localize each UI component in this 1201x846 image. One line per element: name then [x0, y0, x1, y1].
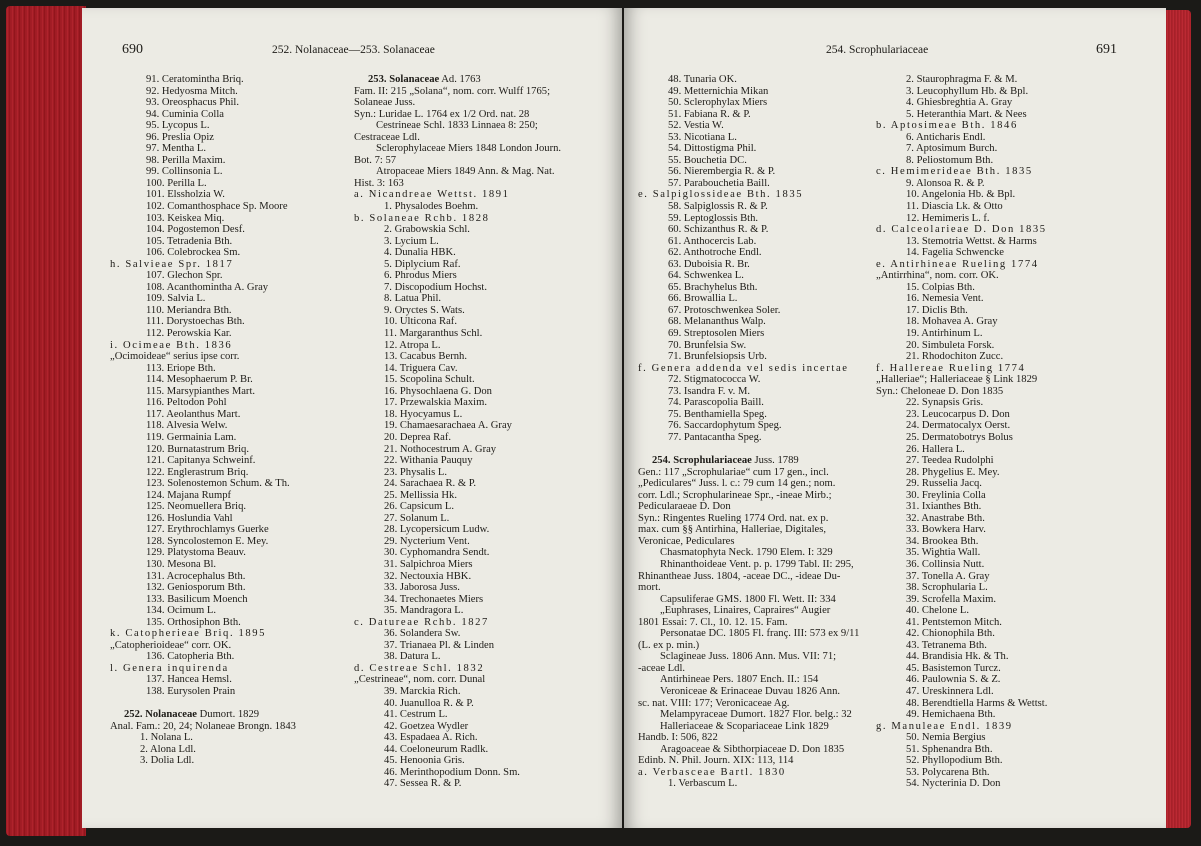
- genus-entry: 59. Leptoglossis Bth.: [668, 212, 759, 224]
- genus-entry: 20. Simbuleta Forsk.: [906, 339, 995, 351]
- genus-entry: 11. Margaranthus Schl.: [384, 328, 483, 340]
- genus-entry: 56. Nierembergia R. & P.: [668, 166, 776, 178]
- synonym-line: Sclerophylaceae Miers 1848 London Journ.: [376, 143, 562, 155]
- genus-entry: 30. Cyphomandra Sendt.: [384, 547, 490, 559]
- genus-entry: 6. Anticharis Endl.: [906, 131, 986, 143]
- genus-entry: 13. Stemotria Wettst. & Harms: [906, 235, 1037, 247]
- text-line: Solaneae Juss.: [354, 97, 416, 109]
- genus-entry: 123. Solenostemon Schum. & Th.: [146, 478, 290, 490]
- text-line: „Pediculares“ Juss. l. c.: 79 cum 14 gen.; nom.: [638, 478, 836, 490]
- genus-entry: 21. Rhodochiton Zucc.: [906, 351, 1004, 363]
- family-name: 253. Solanaceae: [368, 74, 440, 85]
- genus-entry: 15. Scopolina Schult.: [384, 374, 475, 386]
- genus-entry: 22. Withania Pauquy: [384, 455, 473, 467]
- genus-entry: 27. Solanum L.: [384, 512, 450, 524]
- genus-entry: 131. Acrocephalus Bth.: [146, 570, 246, 582]
- genus-entry: 107. Glechon Spr.: [146, 270, 223, 282]
- genus-entry: 31. Salpichroa Miers: [384, 558, 473, 570]
- genus-entry: 44. Coeloneurum Radlk.: [384, 743, 489, 755]
- genus-entry: 130. Mesona Bl.: [146, 558, 217, 570]
- genus-entry: 104. Pogostemon Desf.: [146, 224, 245, 236]
- genus-entry: 75. Benthamiella Speg.: [668, 408, 767, 420]
- genus-entry: 134. Ocimum L.: [146, 605, 217, 617]
- synonym-line: Atropaceae Miers 1849 Ann. & Mag. Nat.: [376, 166, 555, 178]
- genus-entry: 126. Hoslundia Vahl: [146, 512, 233, 524]
- genus-entry: 33. Bowkera Harv.: [906, 524, 986, 536]
- genus-entry: 49. Hemichaena Bth.: [906, 709, 996, 721]
- family-heading: 253. Solanaceae Ad. 1763: [368, 74, 481, 85]
- genus-entry: 105. Tetradenia Bth.: [146, 235, 233, 247]
- text-column-2: [354, 74, 614, 790]
- text-line: Cestraceae Ldl.: [354, 131, 420, 143]
- genus-entry: 50. Nemia Bergius: [906, 732, 986, 744]
- genus-entry: 23. Physalis L.: [384, 466, 447, 478]
- book-edge-right: [1163, 10, 1191, 828]
- genus-entry: 111. Dorystoechas Bth.: [146, 316, 245, 328]
- tribe-heading: b. Aptosimeae Bth. 1846: [876, 120, 1018, 132]
- genus-entry: 4. Ghiesbreghtia A. Gray: [906, 97, 1013, 109]
- text-line: Veronicae, Pediculares: [638, 535, 735, 547]
- genus-entry: 16. Physochlaena G. Don: [384, 385, 492, 397]
- genus-entry: 96. Preslia Opiz: [146, 131, 214, 143]
- family-heading: 254. Scrophulariaceae Juss. 1789: [652, 455, 799, 467]
- genus-entry: 3. Dolia Ldl.: [140, 755, 195, 767]
- genus-entry: 46. Paulownia S. & Z.: [906, 674, 1001, 686]
- right-page: [624, 8, 1166, 828]
- genus-entry: 74. Parascopolia Baill.: [668, 397, 764, 409]
- genus-entry: 6. Phrodus Miers: [384, 270, 457, 282]
- genus-entry: 47. Sessea R. & P.: [384, 778, 462, 790]
- genus-entry: 32. Nectouxia HBK.: [384, 570, 472, 582]
- genus-entry: 135. Orthosiphon Bth.: [146, 616, 241, 628]
- genus-entry: 25. Mellissia Hk.: [384, 489, 457, 501]
- text-line: „Ocimoideae“ serius ipse corr.: [110, 351, 240, 363]
- genus-entry: 57. Parabouchetia Baill.: [668, 177, 770, 189]
- genus-entry: 37. Trianaea Pl. & Linden: [384, 639, 495, 651]
- text-line: Handb. I: 506, 822: [638, 732, 718, 744]
- text-line: Hist. 3: 163: [354, 177, 404, 189]
- tribe-heading: d. Cestreae Schl. 1832: [354, 662, 485, 674]
- genus-entry: 4. Dunalia HBK.: [384, 247, 456, 259]
- synonym-line: Halleriaceae & Scopariaceae Link 1829: [660, 720, 829, 732]
- genus-entry: 24. Sarachaea R. & P.: [384, 478, 477, 490]
- genus-entry: 49. Metternichia Mikan: [668, 85, 769, 97]
- genus-entry: 116. Peltodon Pohl: [146, 397, 227, 409]
- genus-entry: 63. Duboisia R. Br.: [668, 258, 750, 270]
- text-line: corr. Ldl.; Scrophularineae Spr., -ineae Mirb.;: [638, 489, 832, 501]
- genus-entry: 60. Schizanthus R. & P.: [668, 224, 769, 236]
- text-line: Syn.: Cheloneae D. Don 1835: [876, 385, 1004, 397]
- tribe-heading: e. Salpiglossideae Bth. 1835: [638, 189, 804, 201]
- synonym-line: Aragoaceae & Sibthorpiaceae D. Don 1835: [660, 743, 845, 755]
- genus-entry: 25. Dermatobotrys Bolus: [906, 431, 1013, 443]
- text-line: (L. ex p. min.): [638, 639, 700, 651]
- genus-entry: 129. Platystoma Beauv.: [146, 547, 246, 559]
- genus-entry: 53. Nicotiana L.: [668, 131, 737, 143]
- genus-entry: 28. Phygelius E. Mey.: [906, 466, 1000, 478]
- genus-entry: 70. Brunfelsia Sw.: [668, 339, 747, 351]
- page-number: 690: [122, 42, 143, 57]
- genus-entry: 55. Bouchetia DC.: [668, 154, 747, 166]
- tribe-heading: h. Salvieae Spr. 1817: [110, 258, 234, 270]
- genus-entry: 22. Synapsis Gris.: [906, 397, 984, 409]
- tribe-heading: a. Nicandreae Wettst. 1891: [354, 189, 510, 201]
- tribe-heading: e. Antirhineae Rueling 1774: [876, 258, 1039, 270]
- genus-entry: 3. Leucophyllum Hb. & Bpl.: [906, 85, 1029, 97]
- genus-entry: 45. Basistemon Turcz.: [906, 662, 1001, 674]
- genus-entry: 51. Fabiana R. & P.: [668, 108, 751, 120]
- genus-entry: 16. Nemesia Vent.: [906, 293, 984, 305]
- genus-entry: 58. Salpiglossis R. & P.: [668, 201, 768, 213]
- genus-entry: 30. Freylinia Colla: [906, 489, 986, 501]
- genus-entry: 5. Heteranthia Mart. & Nees: [906, 108, 1027, 120]
- genus-entry: 36. Collinsia Nutt.: [906, 558, 985, 570]
- text-column-2: [876, 74, 1136, 790]
- text-line: Fam. II: 215 „Solana“, nom. corr. Wulff 1765;: [354, 85, 551, 97]
- genus-entry: 37. Tonella A. Gray: [906, 570, 990, 582]
- genus-entry: 50. Sclerophylax Miers: [668, 97, 768, 109]
- genus-entry: 54. Dittostigma Phil.: [668, 143, 757, 155]
- genus-entry: 97. Mentha L.: [146, 143, 207, 155]
- genus-entry: 39. Scrofella Maxim.: [906, 593, 997, 605]
- genus-entry: 124. Majana Rumpf: [146, 489, 232, 501]
- genus-entry: 62. Anthotroche Endl.: [668, 247, 762, 259]
- synonym-line: Personatae DC. 1805 Fl. franç. III: 573 ex 9/11: [660, 628, 860, 640]
- text-column-1: [110, 74, 370, 767]
- genus-entry: 118. Alvesia Welw.: [146, 420, 228, 432]
- genus-entry: 31. Ixianthes Bth.: [906, 501, 982, 513]
- genus-entry: 112. Perowskia Kar.: [146, 328, 232, 340]
- genus-entry: 46. Merinthopodium Donn. Sm.: [384, 766, 520, 778]
- genus-entry: 93. Oreosphacus Phil.: [146, 97, 239, 109]
- genus-entry: 100. Perilla L.: [146, 177, 207, 189]
- genus-entry: 65. Brachyhelus Bth.: [668, 281, 758, 293]
- genus-entry: 40. Chelone L.: [906, 605, 969, 617]
- text-line: Syn.: Ringentes Rueling 1774 Ord. nat. ex p.: [638, 512, 829, 524]
- genus-entry: 42. Goetzea Wydler: [384, 720, 469, 732]
- genus-entry: 36. Solandera Sw.: [384, 628, 461, 640]
- tribe-heading: d. Calceolarieae D. Don 1835: [876, 224, 1047, 236]
- genus-entry: 18. Hyocyamus L.: [384, 408, 463, 420]
- genus-entry: 10. Angelonia Hb. & Bpl.: [906, 189, 1016, 201]
- genus-entry: 48. Berendtiella Harms & Wettst.: [906, 697, 1048, 709]
- genus-entry: 76. Saccardophytum Speg.: [668, 420, 782, 432]
- genus-entry: 115. Marsypianthes Mart.: [146, 385, 256, 397]
- tribe-heading: a. Verbasceae Bartl. 1830: [638, 766, 786, 778]
- genus-entry: 15. Colpias Bth.: [906, 281, 975, 293]
- genus-entry: 91. Ceratomintha Briq.: [146, 74, 244, 85]
- genus-entry: 19. Chamaesarachaea A. Gray: [384, 420, 512, 432]
- genus-entry: 132. Geniosporum Bth.: [146, 582, 246, 594]
- genus-entry: 14. Triguera Cav.: [384, 362, 458, 374]
- book-edge-left: [6, 6, 86, 836]
- genus-entry: 34. Brookea Bth.: [906, 535, 979, 547]
- tribe-heading: c. Hemimerideae Bth. 1835: [876, 166, 1033, 178]
- genus-entry: 42. Chionophila Bth.: [906, 628, 995, 640]
- tribe-heading: f. Genera addenda vel sedis incertae: [638, 362, 849, 374]
- text-line: sc. nat. VIII: 177; Veronicaceae Ag.: [638, 697, 790, 709]
- genus-entry: 19. Antirhinum L.: [906, 328, 983, 340]
- synonym-line: Capsuliferae GMS. 1800 Fl. Wett. II: 334: [660, 593, 836, 605]
- genus-entry: 29. Russelia Jacq.: [906, 478, 982, 490]
- text-line: „Catopherioideae“ corr. OK.: [110, 639, 232, 651]
- synonym-line: Veroniceae & Erinaceae Duvau 1826 Ann.: [660, 685, 841, 697]
- genus-entry: 45. Henoonia Gris.: [384, 755, 465, 767]
- genus-entry: 71. Brunfelsiopsis Urb.: [668, 351, 767, 363]
- genus-entry: 35. Wightia Wall.: [906, 547, 981, 559]
- genus-entry: 103. Keiskea Miq.: [146, 212, 225, 224]
- genus-entry: 101. Elssholzia W.: [146, 189, 225, 201]
- text-line: „Antirrhina“, nom. corr. OK.: [876, 270, 999, 282]
- genus-entry: 127. Erythrochlamys Guerke: [146, 524, 269, 536]
- genus-entry: 29. Nycterium Vent.: [384, 535, 470, 547]
- text-line: Bot. 7: 57: [354, 154, 397, 166]
- genus-entry: 32. Anastrabe Bth.: [906, 512, 985, 524]
- genus-entry: 102. Comanthosphace Sp. Moore: [146, 201, 288, 213]
- genus-entry: 133. Basilicum Moench: [146, 593, 248, 605]
- genus-entry: 2. Alona Ldl.: [140, 743, 196, 755]
- tribe-heading: k. Catopherieae Briq. 1895: [110, 628, 267, 640]
- genus-entry: 53. Polycarena Bth.: [906, 766, 990, 778]
- genus-entry: 68. Melananthus Walp.: [668, 316, 766, 328]
- genus-entry: 99. Collinsonia L.: [146, 166, 223, 178]
- genus-entry: 13. Cacabus Bernh.: [384, 351, 467, 363]
- genus-entry: 12. Atropa L.: [384, 339, 441, 351]
- tribe-heading: i. Ocimeae Bth. 1836: [110, 339, 233, 351]
- genus-entry: 41. Pentstemon Mitch.: [906, 616, 1002, 628]
- synonym-line: Sclagineae Juss. 1806 Ann. Mus. VII: 71;: [660, 651, 837, 663]
- genus-entry: 61. Anthocercis Lab.: [668, 235, 757, 247]
- genus-entry: 26. Hallera L.: [906, 443, 965, 455]
- genus-entry: 92. Hedyosma Mitch.: [146, 85, 238, 97]
- tribe-heading: b. Solaneae Rchb. 1828: [354, 212, 490, 224]
- genus-entry: 120. Burnatastrum Briq.: [146, 443, 249, 455]
- text-line: „Cestrineae“, nom. corr. Dunal: [354, 674, 486, 686]
- genus-entry: 1. Nolana L.: [140, 732, 193, 744]
- genus-entry: 52. Vestia W.: [668, 120, 724, 132]
- genus-entry: 1. Verbascum L.: [668, 778, 738, 790]
- genus-entry: 64. Schwenkea L.: [668, 270, 744, 282]
- genus-entry: 24. Dermatocalyx Oerst.: [906, 420, 1011, 432]
- tribe-heading: c. Datureae Rchb. 1827: [354, 616, 489, 628]
- genus-entry: 72. Stigmatococca W.: [668, 374, 761, 386]
- genus-entry: 35. Mandragora L.: [384, 605, 464, 617]
- genus-entry: 12. Hemimeris L. f.: [906, 212, 990, 224]
- genus-entry: 52. Phyllopodium Bth.: [906, 755, 1003, 767]
- genus-entry: 38. Scrophularia L.: [906, 582, 988, 594]
- running-head: 254. Scrophulariaceae: [826, 44, 929, 56]
- family-heading: 252. Nolanaceae Dumort. 1829: [124, 709, 260, 721]
- genus-entry: 119. Germainia Lam.: [146, 431, 237, 443]
- synonym-line: Antirhineae Pers. 1807 Ench. II.: 154: [660, 674, 819, 686]
- genus-entry: 136. Catopheria Bth.: [146, 651, 235, 663]
- page-number: 691: [1096, 42, 1117, 57]
- tribe-heading: g. Manuleae Endl. 1839: [876, 720, 1013, 732]
- genus-entry: 3. Lycium L.: [384, 235, 439, 247]
- genus-entry: 108. Acanthomintha A. Gray: [146, 281, 269, 293]
- running-head: 252. Nolanaceae—253. Solanaceae: [272, 44, 435, 56]
- tribe-heading: f. Hallereae Rueling 1774: [876, 362, 1026, 374]
- genus-entry: 34. Trechonaetes Miers: [384, 593, 484, 605]
- genus-entry: 110. Meriandra Bth.: [146, 304, 232, 316]
- genus-entry: 1. Physalodes Boehm.: [384, 201, 479, 213]
- genus-entry: 54. Nycterinia D. Don: [906, 778, 1001, 790]
- genus-entry: 121. Capitanya Schweinf.: [146, 455, 256, 467]
- genus-entry: 47. Ureskinnera Ldl.: [906, 685, 994, 697]
- text-line: Gen.: 117 „Scrophulariae“ cum 17 gen., incl.: [638, 466, 829, 478]
- genus-entry: 138. Eurysolen Prain: [146, 685, 236, 697]
- spacer: [638, 444, 898, 456]
- text-line: max. cum §§ Antirhina, Halleriae, Digitales,: [638, 524, 826, 536]
- family-name: 252. Nolanaceae: [124, 709, 197, 721]
- genus-entry: 117. Aeolanthus Mart.: [146, 408, 241, 420]
- genus-entry: 9. Oryctes S. Wats.: [384, 304, 465, 316]
- genus-entry: 5. Diplycium Raf.: [384, 258, 461, 270]
- synonym-line: Chasmatophyta Neck. 1790 Elem. I: 329: [660, 547, 833, 559]
- genus-entry: 21. Nothocestrum A. Gray: [384, 443, 497, 455]
- genus-entry: 9. Alonsoa R. & P.: [906, 177, 985, 189]
- synonym-line: Rhinanthoideae Vent. p. p. 1799 Tabl. II: 295,: [660, 558, 854, 570]
- tribe-heading: l. Genera inquirenda: [110, 662, 229, 674]
- text-column-1: [638, 74, 898, 790]
- genus-entry: 33. Jaborosa Juss.: [384, 582, 460, 594]
- genus-entry: 28. Lycopersicum Ludw.: [384, 524, 490, 536]
- genus-entry: 77. Pantacantha Speg.: [668, 431, 762, 443]
- text-line: Anal. Fam.: 20, 24; Nolaneae Brongn. 1843: [110, 720, 296, 732]
- spacer: [110, 698, 370, 710]
- synonym-line: Melampyraceae Dumort. 1827 Flor. belg.: 32: [660, 709, 852, 721]
- text-line: mort.: [638, 582, 661, 594]
- genus-entry: 51. Sphenandra Bth.: [906, 743, 993, 755]
- text-line: -aceae Ldl.: [638, 662, 686, 674]
- genus-entry: 38. Datura L.: [384, 651, 441, 663]
- genus-entry: 11. Diascia Lk. & Otto: [906, 201, 1003, 213]
- text-line: Edinb. N. Phil. Journ. XIX: 113, 114: [638, 755, 794, 767]
- genus-entry: 114. Mesophaerum P. Br.: [146, 374, 253, 386]
- genus-entry: 17. Diclis Bth.: [906, 304, 968, 316]
- genus-entry: 18. Mohavea A. Gray: [906, 316, 998, 328]
- genus-entry: 14. Fagelia Schwencke: [906, 247, 1004, 259]
- synonym-line: Cestrineae Schl. 1833 Linnaea 8: 250;: [376, 120, 538, 132]
- genus-entry: 41. Cestrum L.: [384, 709, 448, 721]
- genus-entry: 128. Syncolostemon E. Mey.: [146, 535, 269, 547]
- genus-entry: 26. Capsicum L.: [384, 501, 455, 513]
- text-line: Pedicularaeae D. Don: [638, 501, 731, 513]
- genus-entry: 73. Isandra F. v. M.: [668, 385, 751, 397]
- genus-entry: 39. Marckia Rich.: [384, 685, 461, 697]
- text-line: Rhinantheae Juss. 1804, -aceae DC., -ideae Du-: [638, 570, 841, 582]
- genus-entry: 113. Eriope Bth.: [146, 362, 216, 374]
- genus-entry: 122. Englerastrum Briq.: [146, 466, 249, 478]
- genus-entry: 44. Brandisia Hk. & Th.: [906, 651, 1009, 663]
- genus-entry: 94. Cuminia Colla: [146, 108, 224, 120]
- text-line: Syn.: Luridae L. 1764 ex 1/2 Ord. nat. 28: [354, 108, 530, 120]
- genus-entry: 20. Deprea Raf.: [384, 431, 452, 443]
- genus-entry: 109. Salvia L.: [146, 293, 206, 305]
- genus-entry: 8. Latua Phil.: [384, 293, 442, 305]
- genus-entry: 7. Discopodium Hochst.: [384, 281, 487, 293]
- genus-entry: 7. Aptosimum Burch.: [906, 143, 998, 155]
- genus-entry: 48. Tunaria OK.: [668, 74, 737, 85]
- text-line: „Halleriae“; Halleriaceae § Link 1829: [876, 374, 1038, 386]
- genus-entry: 17. Przewalskia Maxim.: [384, 397, 487, 409]
- genus-entry: 10. Ulticona Raf.: [384, 316, 457, 328]
- genus-entry: 137. Hancea Hemsl.: [146, 674, 232, 686]
- family-name: 254. Scrophulariaceae: [652, 455, 752, 467]
- genus-entry: 27. Teedea Rudolphi: [906, 455, 994, 467]
- genus-entry: 40. Juanulloa R. & P.: [384, 697, 474, 709]
- genus-entry: 8. Peliostomum Bth.: [906, 154, 994, 166]
- genus-entry: 66. Browallia L.: [668, 293, 738, 305]
- genus-entry: 69. Streptosolen Miers: [668, 328, 765, 340]
- genus-entry: 2. Staurophragma F. & M.: [906, 74, 1018, 85]
- genus-entry: 67. Protoschwenkea Soler.: [668, 304, 781, 316]
- genus-entry: 95. Lycopus L.: [146, 120, 210, 132]
- synonym-line: „Euphrases, Linaires, Capraires“ Augier: [660, 605, 831, 617]
- left-page: [82, 8, 622, 828]
- genus-entry: 98. Perilla Maxim.: [146, 154, 226, 166]
- text-line: 1801 Essai: 7. Cl., 10. 12. 15. Fam.: [638, 616, 788, 628]
- genus-entry: 2. Grabowskia Schl.: [384, 224, 470, 236]
- genus-entry: 43. Tetranema Bth.: [906, 639, 987, 651]
- genus-entry: 125. Neomuellera Briq.: [146, 501, 247, 513]
- genus-entry: 23. Leucocarpus D. Don: [906, 408, 1010, 420]
- genus-entry: 43. Espadaea A. Rich.: [384, 732, 478, 744]
- genus-entry: 106. Colebrockea Sm.: [146, 247, 241, 259]
